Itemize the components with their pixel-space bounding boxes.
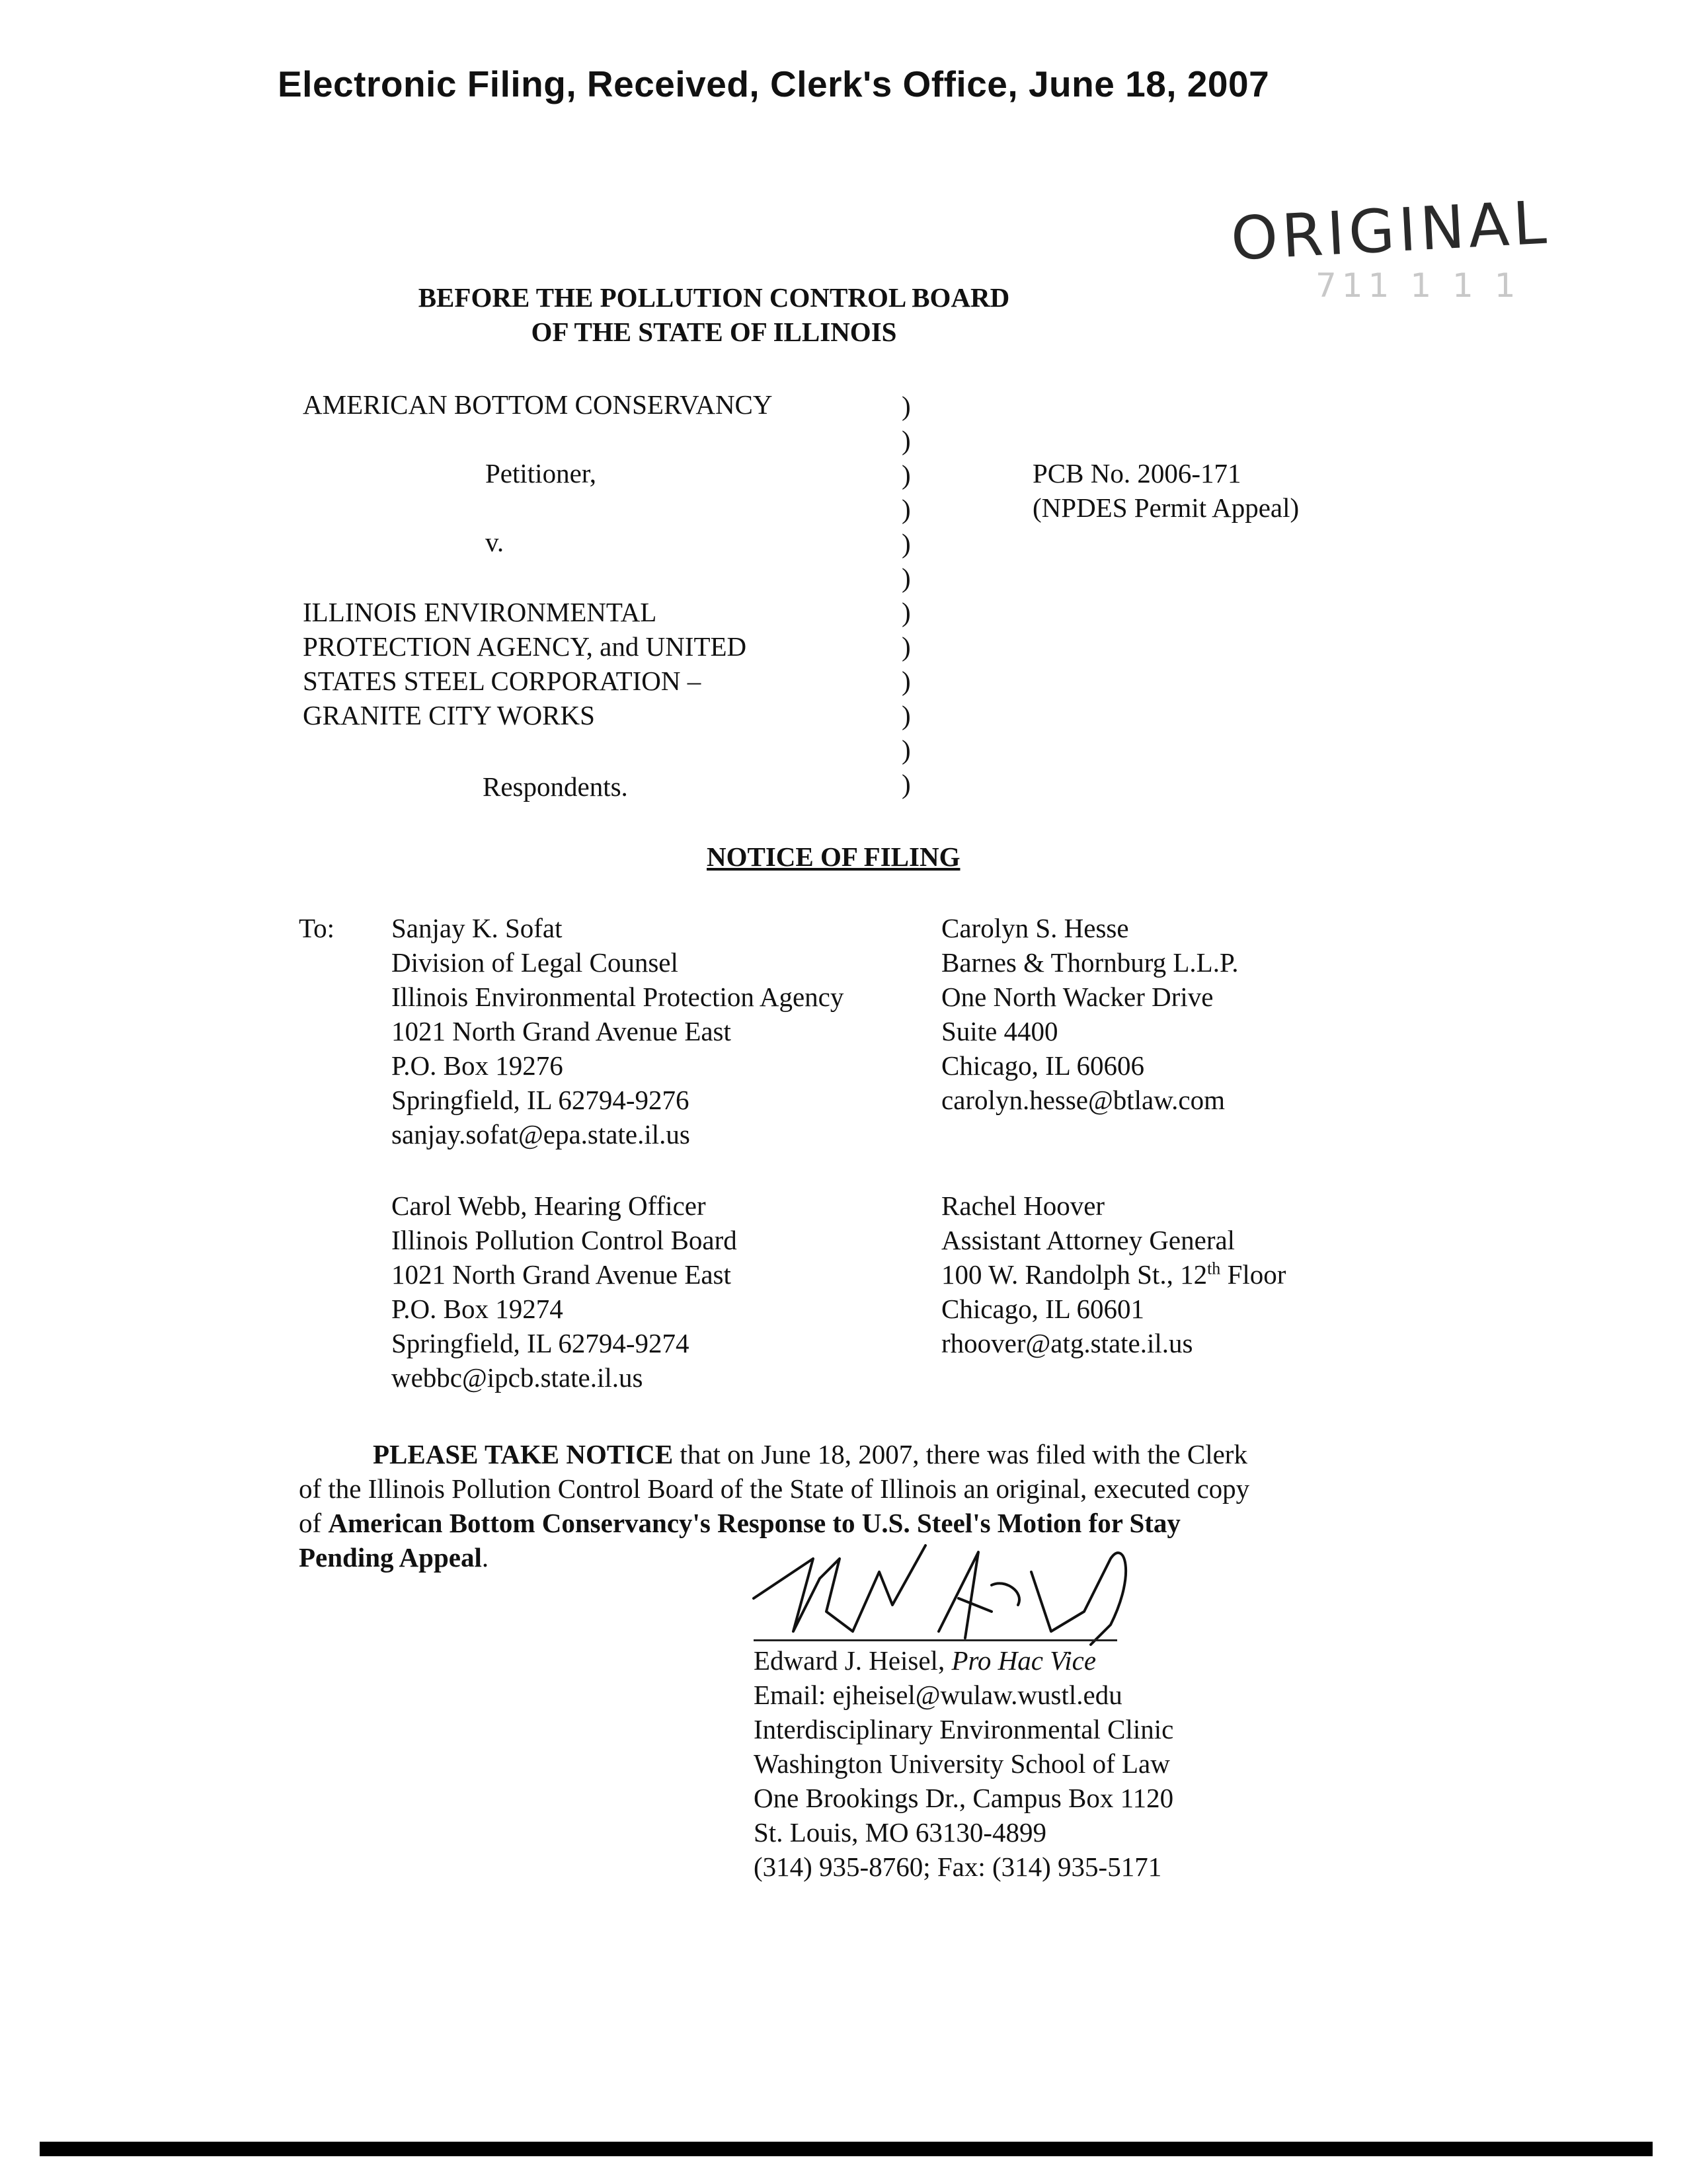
email-line: webbc@ipcb.state.il.us [391, 1362, 643, 1393]
paren: ) [902, 391, 911, 421]
paren: ) [902, 631, 911, 662]
address-line [941, 1257, 1286, 1292]
respondent-names [303, 595, 746, 732]
email-line: sanjay.sofat@epa.state.il.us [391, 1119, 690, 1150]
street-superscript: th [1207, 1259, 1221, 1278]
paren: ) [902, 666, 911, 696]
paren: ) [902, 425, 911, 455]
signer-address-line: One Brookings Dr., Campus Box 1120 [754, 1783, 1174, 1813]
notice-period: . [481, 1542, 489, 1573]
signer-address-line: Interdisciplinary Environmental Clinic [754, 1714, 1174, 1744]
signature-block [754, 1643, 1173, 1884]
address-line: Sanjay K. Sofat [391, 913, 563, 943]
signer-name-text: Edward J. Heisel, [754, 1645, 952, 1676]
notice-text: of [299, 1508, 329, 1538]
address-line: 1021 North Grand Avenue East [391, 1259, 731, 1290]
address-line: Carolyn S. Hesse [941, 913, 1129, 943]
address-line: Chicago, IL 60601 [941, 1294, 1145, 1324]
recipient-sofat [391, 911, 844, 1151]
address-line: Assistant Attorney General [941, 1225, 1236, 1255]
respondent-line: PROTECTION AGENCY, and UNITED [303, 631, 747, 662]
address-line: Carol Webb, Hearing Officer [391, 1190, 706, 1221]
street-text: 100 W. Randolph St., 12 [941, 1259, 1208, 1290]
filed-document-title: American Bottom Conservancy's Response to U.S. Steel's Motion for Stay [328, 1508, 1181, 1538]
respondent-line: GRANITE CITY WORKS [303, 700, 595, 730]
recipient-hesse [941, 911, 1238, 1117]
signer-address-line: Washington University School of Law [754, 1748, 1170, 1779]
notice-lead: PLEASE TAKE NOTICE [373, 1439, 674, 1469]
recipient-webb [391, 1189, 737, 1395]
case-number: PCB No. 2006-171 [1033, 458, 1241, 488]
notice-heading: NOTICE OF FILING [707, 841, 961, 872]
notice-text: that on June 18, 2007, there was filed with the Clerk [673, 1439, 1247, 1469]
address-line: Illinois Environmental Protection Agency [391, 982, 844, 1012]
address-line: Springfield, IL 62794-9276 [391, 1085, 689, 1115]
address-line: Chicago, IL 60606 [941, 1050, 1145, 1081]
board-title-line2: OF THE STATE OF ILLINOIS [531, 317, 897, 347]
address-line: 1021 North Grand Avenue East [391, 1016, 731, 1046]
address-line: Barnes & Thornburg L.L.P. [941, 947, 1239, 978]
petitioner-name: AMERICAN BOTTOM CONSERVANCY [303, 389, 773, 420]
signature-line [754, 1639, 1117, 1641]
signer-address-line: St. Louis, MO 63130-4899 [754, 1817, 1047, 1848]
address-line: Springfield, IL 62794-9274 [391, 1328, 689, 1358]
email-line: carolyn.hesse@btlaw.com [941, 1085, 1226, 1115]
signer-status: Pro Hac Vice [951, 1645, 1097, 1676]
address-line: P.O. Box 19276 [391, 1050, 563, 1081]
paren: ) [902, 563, 911, 593]
signer-phone: (314) 935-8760; Fax: (314) 935-5171 [754, 1852, 1162, 1882]
address-line: Division of Legal Counsel [391, 947, 678, 978]
filed-document-title-cont: Pending Appeal [299, 1542, 482, 1573]
paren: ) [902, 459, 911, 490]
paren: ) [902, 494, 911, 524]
address-line: Illinois Pollution Control Board [391, 1225, 737, 1255]
to-label: To: [299, 913, 335, 943]
email-line: rhoover@atg.state.il.us [941, 1328, 1193, 1358]
caption-parentheses [902, 389, 928, 801]
faint-stamp-mark: 711 1 1 1 [1315, 266, 1521, 305]
filing-banner: Electronic Filing, Received, Clerk's Office, June 18, 2007 [278, 63, 1270, 104]
respondent-line: STATES STEEL CORPORATION – [303, 666, 701, 696]
address-line: Suite 4400 [941, 1016, 1058, 1046]
case-type: (NPDES Permit Appeal) [1033, 492, 1300, 523]
notice-line-2: of the Illinois Pollution Control Board of the State of Illinois an original, executed copy [299, 1473, 1250, 1504]
original-stamp: ORIGINAL [1229, 188, 1552, 274]
respondent-line: ILLINOIS ENVIRONMENTAL [303, 597, 657, 627]
paren: ) [902, 734, 911, 765]
respondent-role: Respondents. [483, 771, 628, 802]
paren: ) [902, 700, 911, 730]
scan-edge-bar [40, 2142, 1653, 2156]
signer-email: Email: ejheisel@wulaw.wustl.edu [754, 1680, 1122, 1710]
paren: ) [902, 769, 911, 799]
recipient-hoover [941, 1189, 1286, 1360]
address-line: Rachel Hoover [941, 1190, 1105, 1221]
petitioner-role: Petitioner, [485, 458, 597, 488]
paren: ) [902, 528, 911, 559]
paren: ) [902, 597, 911, 627]
versus: v. [485, 527, 504, 557]
street-floor: Floor [1220, 1259, 1286, 1290]
address-line: P.O. Box 19274 [391, 1294, 563, 1324]
signer-name [754, 1643, 1173, 1678]
address-line: One North Wacker Drive [941, 982, 1214, 1012]
board-title-line1: BEFORE THE POLLUTION CONTROL BOARD [418, 282, 1010, 313]
notice-line-1 [299, 1437, 1396, 1471]
